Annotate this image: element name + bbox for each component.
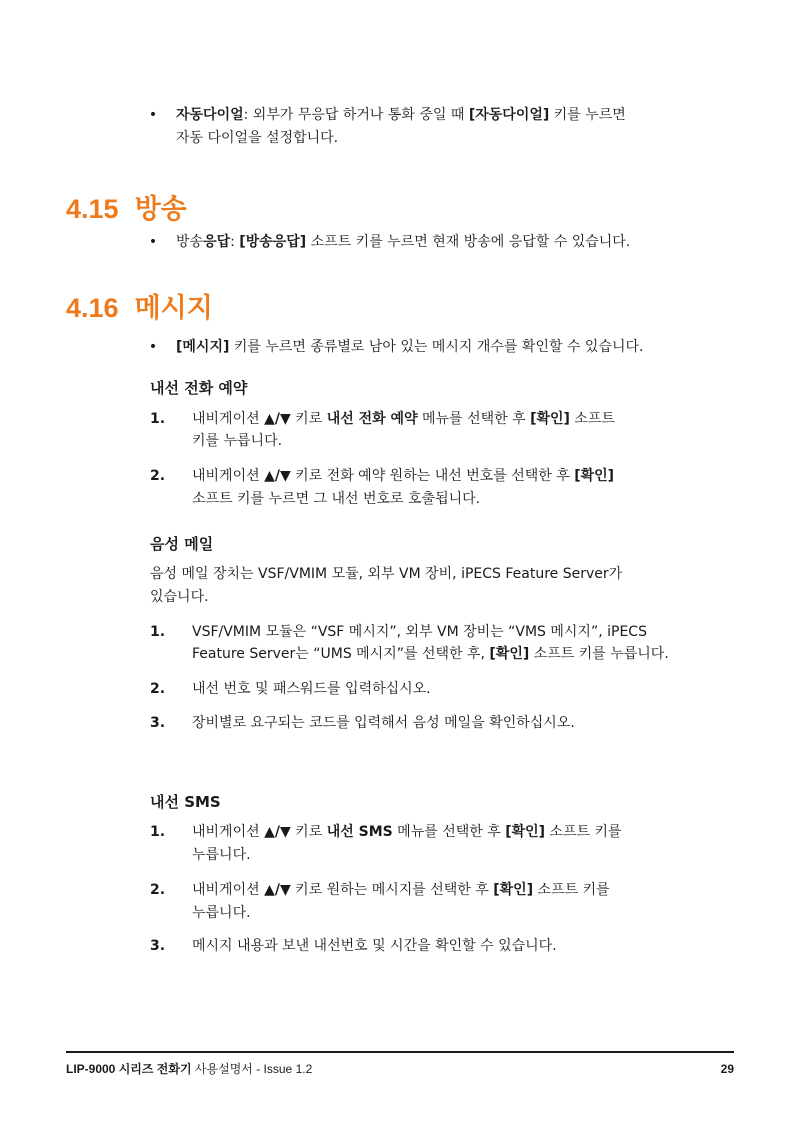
footer-doc-title xyxy=(66,1061,312,1077)
step-number: 1. xyxy=(150,824,166,840)
bullet-marker: • xyxy=(148,234,158,250)
auto-dial-line2: 자동 다이얼을 설정합니다. xyxy=(176,130,339,146)
sms-step2-line2: 누릅니다. xyxy=(192,905,251,921)
section-4-15-heading xyxy=(66,192,187,227)
updown-arrow-icon: ▲/▼ xyxy=(264,882,291,898)
sms-step1-line1 xyxy=(192,821,732,843)
ok-key: [확인] xyxy=(505,824,546,840)
step-text: 소프트 키를 누릅니다. xyxy=(529,646,669,662)
step-text: 키로 xyxy=(290,824,327,840)
step-text: 소프트 키를 xyxy=(545,824,622,840)
voicemail-step1-line2 xyxy=(192,643,737,665)
broadcast-text: 소프트 키를 누르면 현재 방송에 응답할 수 있습니다. xyxy=(306,234,631,250)
step-number: 2. xyxy=(150,681,166,697)
auto-dial-text-b: 키를 누르면 xyxy=(549,107,626,123)
reservation-step2-line2: 소프트 키를 누르면 그 내선 번호로 호출됩니다. xyxy=(192,491,481,507)
message-key: [메시지] xyxy=(176,339,230,355)
sms-step1-line2: 누릅니다. xyxy=(192,847,251,863)
message-key-line xyxy=(176,336,746,358)
sms-heading: 내선 SMS xyxy=(150,793,221,811)
step-number: 3. xyxy=(150,938,166,954)
footer-issue: 사용설명서 - Issue 1.2 xyxy=(191,1062,313,1076)
broadcast-term: 응답 xyxy=(203,234,231,250)
menu-name: 내선 전화 예약 xyxy=(326,411,418,427)
section-title: 방송 xyxy=(134,194,187,225)
sms-step3-line1: 메시지 내용과 보낸 내선번호 및 시간을 확인할 수 있습니다. xyxy=(192,938,557,954)
step-text: 메뉴를 선택한 후 xyxy=(417,411,531,427)
auto-dial-key: [자동다이얼] xyxy=(468,107,550,123)
ok-key: [확인] xyxy=(574,468,615,484)
bullet-marker: • xyxy=(148,339,158,355)
step-text: 키로 원하는 메시지를 선택한 후 xyxy=(290,882,494,898)
step-text: 내비게이션 xyxy=(192,882,265,898)
voicemail-step2-line1: 내선 번호 및 패스워드를 입력하십시오. xyxy=(192,681,431,697)
ok-key: [확인] xyxy=(493,882,534,898)
step-number: 2. xyxy=(150,882,166,898)
section-number: 4.15 xyxy=(66,194,119,224)
step-text: Feature Server는 “UMS 메시지”를 선택한 후, xyxy=(192,646,490,662)
footer-product: LIP-9000 시리즈 전화기 xyxy=(66,1062,192,1076)
step-text: 키로 전화 예약 원하는 내선 번호를 선택한 후 xyxy=(290,468,575,484)
step-text: 내비게이션 xyxy=(192,411,265,427)
updown-arrow-icon: ▲/▼ xyxy=(264,411,291,427)
step-number: 2. xyxy=(150,468,166,484)
step-number: 1. xyxy=(150,411,166,427)
menu-name: 내선 SMS xyxy=(326,824,393,840)
broadcast-colon: : xyxy=(230,234,240,250)
message-key-text: 키를 누르면 종류별로 남아 있는 메시지 개수를 확인할 수 있습니다. xyxy=(229,339,644,355)
updown-arrow-icon: ▲/▼ xyxy=(264,468,291,484)
broadcast-key: [방송응답] xyxy=(239,234,307,250)
step-text: 내비게이션 xyxy=(192,468,265,484)
section-number: 4.16 xyxy=(66,293,119,323)
sms-step2-line1 xyxy=(192,879,732,901)
voicemail-para-line2: 있습니다. xyxy=(150,589,209,605)
voicemail-step1-line1: VSF/VMIM 모듈은 “VSF 메시지”, 외부 VM 장비는 “VMS 메시지”, iPECS xyxy=(192,624,647,640)
auto-dial-term: 자동다이얼 xyxy=(176,107,244,123)
section-title: 메시지 xyxy=(134,293,213,324)
page-number: 29 xyxy=(720,1062,734,1076)
broadcast-pre: 방송 xyxy=(176,234,204,250)
reservation-step1-line2: 키를 누릅니다. xyxy=(192,433,283,449)
ok-key: [확인] xyxy=(530,411,570,427)
step-text: 소프트 xyxy=(569,411,615,427)
voicemail-heading: 음성 메일 xyxy=(150,535,214,553)
step-number: 3. xyxy=(150,715,166,731)
reservation-heading: 내선 전화 예약 xyxy=(150,379,248,397)
auto-dial-line1 xyxy=(176,104,716,126)
reservation-step2-line1 xyxy=(192,465,732,487)
step-text: 내비게이션 xyxy=(192,824,265,840)
section-4-16-heading xyxy=(66,291,213,326)
footer-rule xyxy=(66,1051,734,1053)
voicemail-step3-line1: 장비별로 요구되는 코드를 입력해서 음성 메일을 확인하십시오. xyxy=(192,715,575,731)
ok-key: [확인] xyxy=(489,646,530,662)
bullet-marker: • xyxy=(148,107,158,123)
broadcast-answer-line xyxy=(176,231,736,253)
reservation-step1-line1 xyxy=(192,408,732,430)
voicemail-para-line1: 음성 메일 장치는 VSF/VMIM 모듈, 외부 VM 장비, iPECS Feature Server가 xyxy=(150,566,623,582)
auto-dial-text-a: : 외부가 무응답 하거나 통화 중일 때 xyxy=(243,107,469,123)
updown-arrow-icon: ▲/▼ xyxy=(264,824,291,840)
step-text: 메뉴를 선택한 후 xyxy=(392,824,506,840)
step-number: 1. xyxy=(150,624,166,640)
step-text: 소프트 키를 xyxy=(533,882,610,898)
step-text: 키로 xyxy=(290,411,327,427)
